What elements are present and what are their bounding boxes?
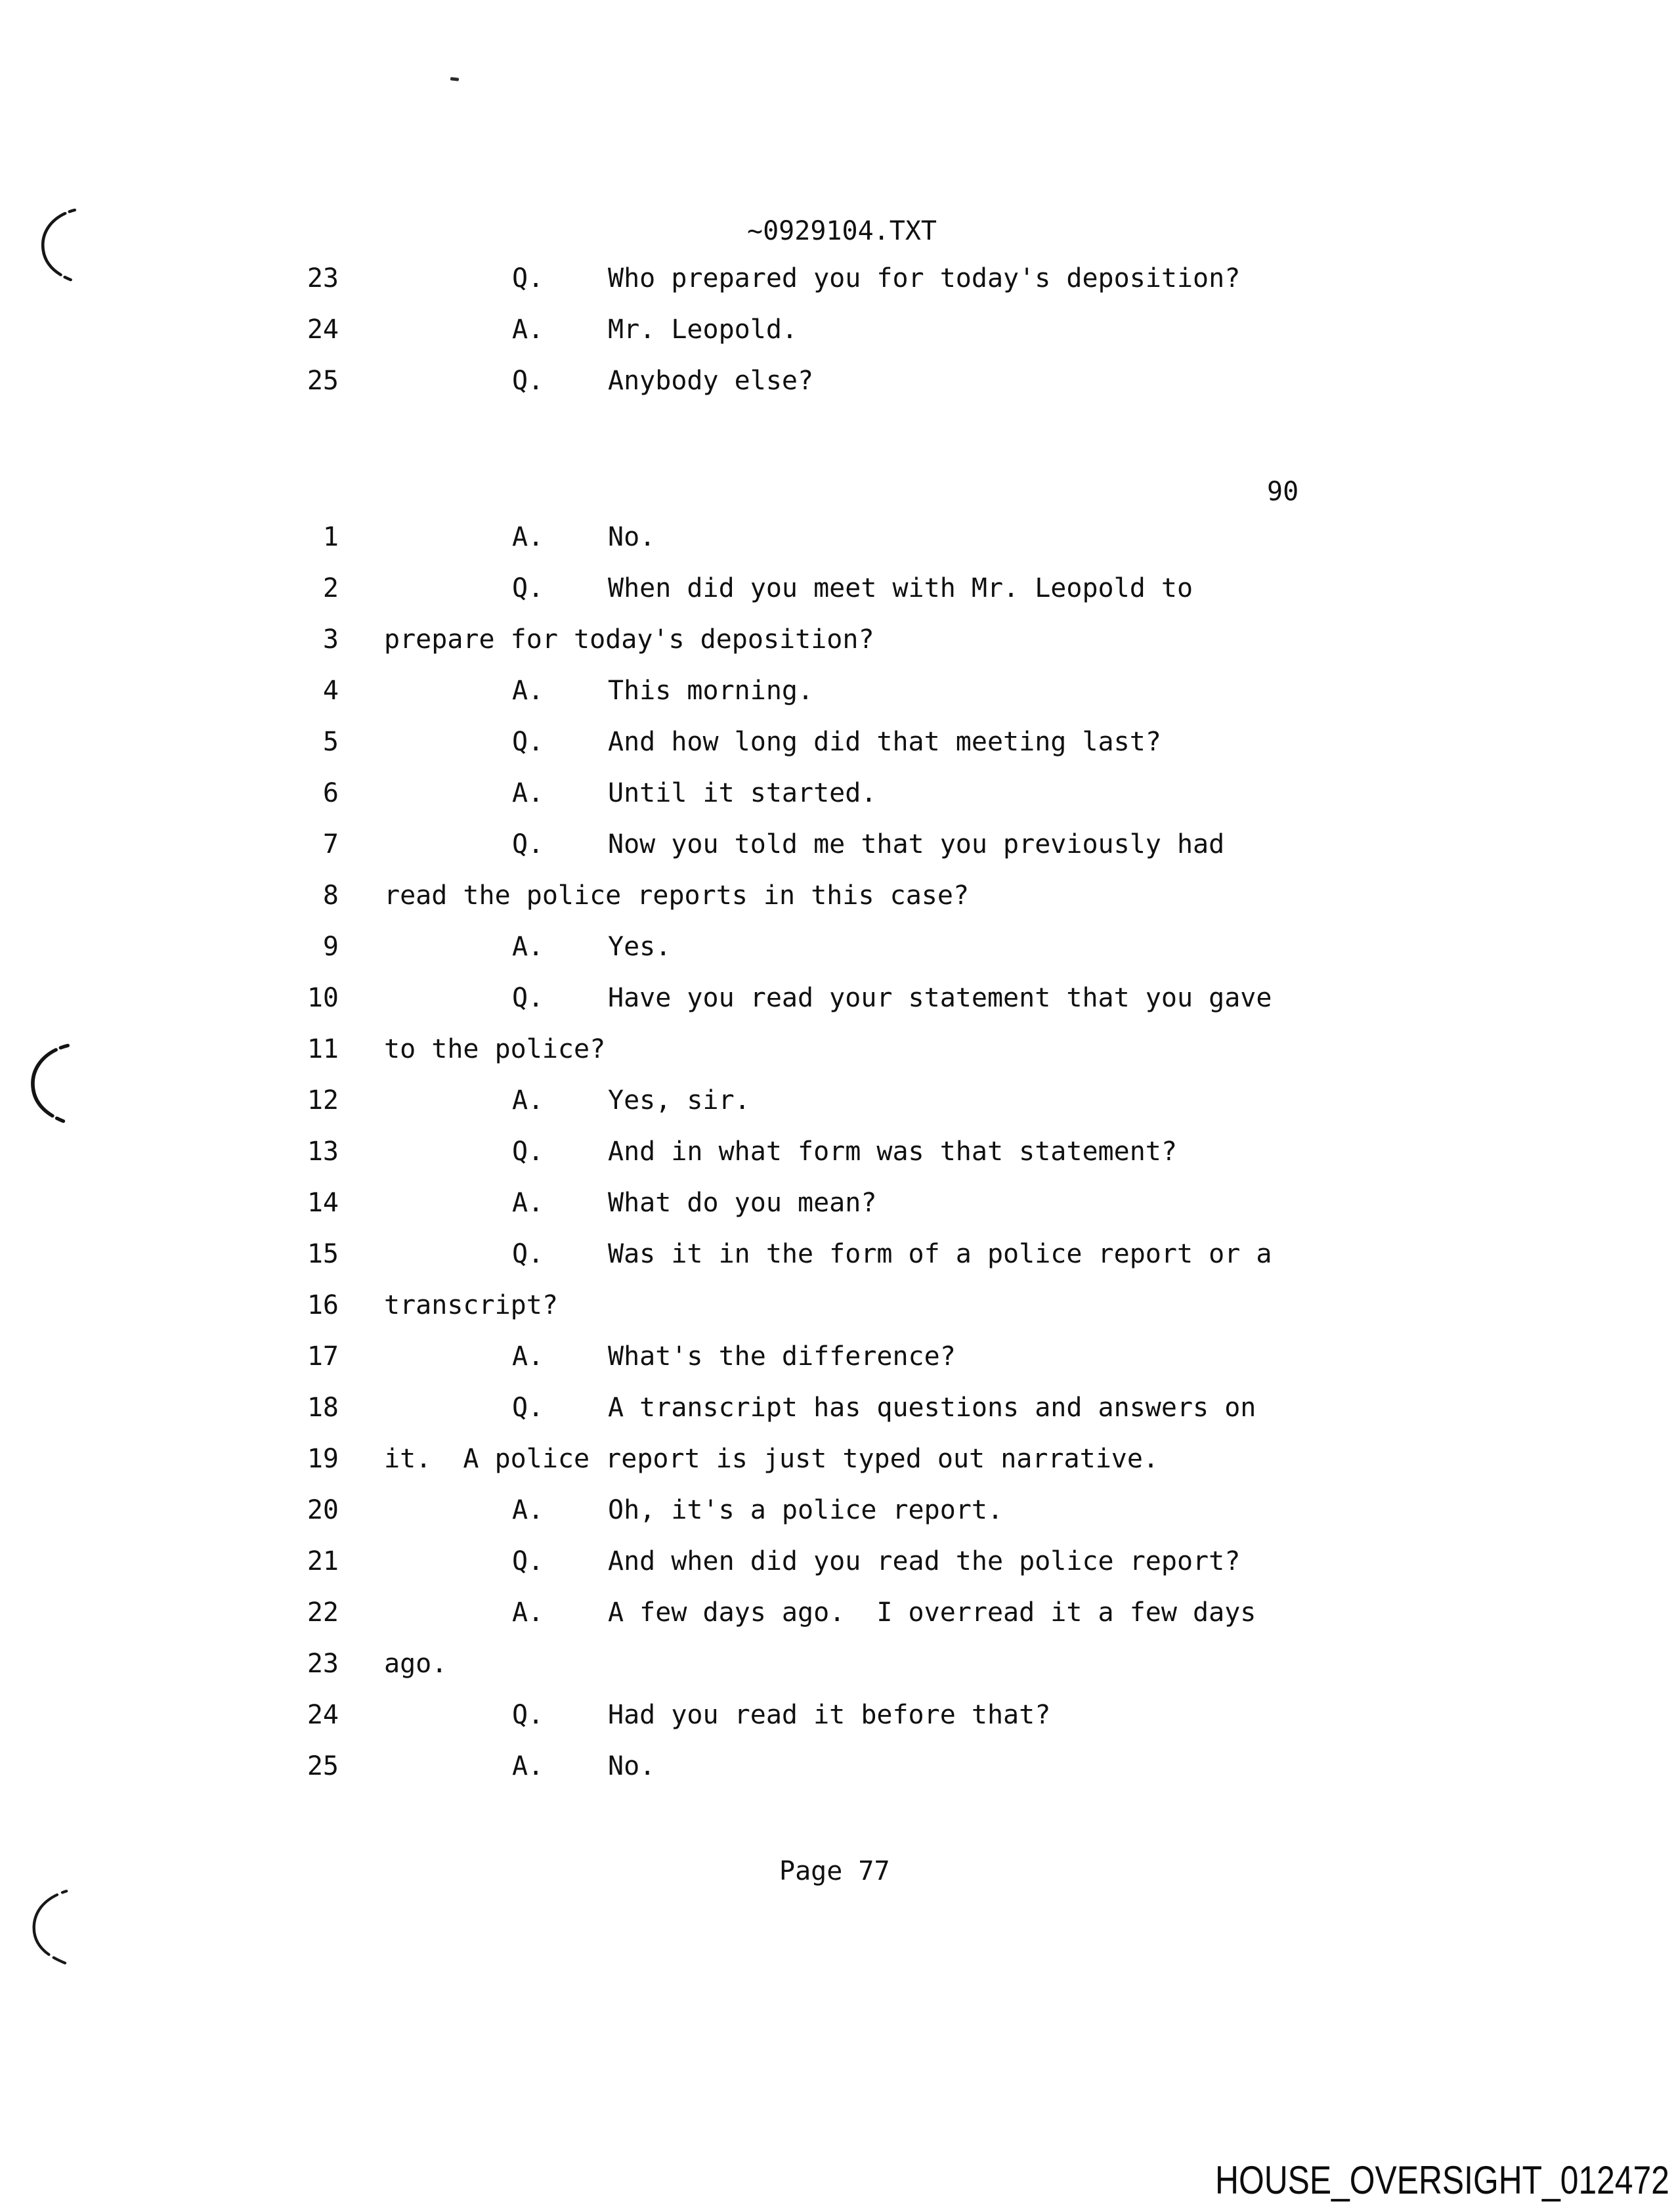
line-number: 5 xyxy=(322,727,339,757)
transcript-line xyxy=(0,368,1674,404)
line-number: 21 xyxy=(307,1546,339,1576)
qa-marker: A. xyxy=(512,676,544,706)
line-number: 1 xyxy=(322,522,339,552)
line-text: Have you read your statement that you gave xyxy=(608,983,1272,1013)
line-number: 23 xyxy=(307,1649,339,1679)
transcript-line xyxy=(0,1139,1674,1175)
qa-marker: Q. xyxy=(512,366,544,396)
transcript-line xyxy=(0,1753,1674,1790)
qa-marker: Q. xyxy=(512,983,544,1013)
transcript-line xyxy=(0,265,1674,302)
transcript-line xyxy=(0,729,1674,766)
qa-marker: A. xyxy=(512,778,544,808)
line-number: 7 xyxy=(322,829,339,859)
qa-marker: Q. xyxy=(512,573,544,603)
line-text: Who prepared you for today's deposition? xyxy=(608,263,1241,293)
transcript-line xyxy=(0,1241,1674,1278)
line-text: What's the difference? xyxy=(608,1341,956,1372)
line-text: transcript? xyxy=(384,1290,558,1320)
transcript-line xyxy=(0,1651,1674,1687)
qa-marker: A. xyxy=(512,1085,544,1116)
line-text: And when did you read the police report? xyxy=(608,1546,1241,1576)
transcript-line xyxy=(0,524,1674,561)
line-text: prepare for today's deposition? xyxy=(384,624,874,655)
line-number: 4 xyxy=(322,676,339,706)
line-number: 2 xyxy=(322,573,339,603)
line-number: 11 xyxy=(307,1034,339,1064)
qa-marker: Q. xyxy=(512,1137,544,1167)
transcript-line xyxy=(0,626,1674,663)
qa-marker: Q. xyxy=(512,1239,544,1269)
qa-marker: Q. xyxy=(512,1546,544,1576)
document-filename: ~0929104.TXT xyxy=(747,216,937,246)
qa-marker: A. xyxy=(512,932,544,962)
line-number: 13 xyxy=(307,1137,339,1167)
qa-marker: A. xyxy=(512,314,544,345)
line-text: Mr. Leopold. xyxy=(608,314,798,345)
line-number: 16 xyxy=(307,1290,339,1320)
transcript-line xyxy=(0,1497,1674,1534)
handwritten-paren-mark xyxy=(38,206,79,284)
transcript-line xyxy=(0,1599,1674,1636)
qa-marker: Q. xyxy=(512,263,544,293)
transcript-line xyxy=(0,1343,1674,1380)
line-number: 25 xyxy=(307,1751,339,1781)
line-text: Anybody else? xyxy=(608,366,814,396)
line-number: 18 xyxy=(307,1393,339,1423)
qa-marker: A. xyxy=(512,1597,544,1628)
transcript-line xyxy=(0,831,1674,868)
transcript-line xyxy=(0,1087,1674,1124)
line-text: Had you read it before that? xyxy=(608,1700,1051,1730)
line-text: And how long did that meeting last? xyxy=(608,727,1161,757)
transcript-line xyxy=(0,575,1674,612)
line-number: 23 xyxy=(307,263,339,293)
line-number: 24 xyxy=(307,314,339,345)
qa-marker: Q. xyxy=(512,1700,544,1730)
transcript-line xyxy=(0,1395,1674,1431)
transcript-page-number: 90 xyxy=(1267,477,1299,507)
line-text: What do you mean? xyxy=(608,1188,877,1218)
line-text: Until it started. xyxy=(608,778,877,808)
qa-marker: Q. xyxy=(512,727,544,757)
line-number: 17 xyxy=(307,1341,339,1372)
transcript-line xyxy=(0,678,1674,714)
transcript-line xyxy=(0,316,1674,353)
transcript-line xyxy=(0,780,1674,817)
transcript-line xyxy=(0,1036,1674,1073)
transcript-line xyxy=(0,1292,1674,1329)
qa-marker: A. xyxy=(512,1495,544,1525)
line-text: This morning. xyxy=(608,676,814,706)
qa-marker: A. xyxy=(512,1341,544,1372)
line-number: 6 xyxy=(322,778,339,808)
line-number: 14 xyxy=(307,1188,339,1218)
line-number: 3 xyxy=(322,624,339,655)
transcript-line xyxy=(0,1446,1674,1483)
transcript-line xyxy=(0,1190,1674,1226)
transcript-line xyxy=(0,1548,1674,1585)
transcript-line xyxy=(0,882,1674,919)
transcript-line xyxy=(0,934,1674,970)
qa-marker: Q. xyxy=(512,829,544,859)
qa-marker: A. xyxy=(512,522,544,552)
line-text: Yes. xyxy=(608,932,672,962)
line-text: When did you meet with Mr. Leopold to xyxy=(608,573,1193,603)
scan-speck xyxy=(450,77,459,81)
line-text: A few days ago. I overread it a few days xyxy=(608,1597,1256,1628)
line-number: 12 xyxy=(307,1085,339,1116)
line-text: Yes, sir. xyxy=(608,1085,750,1116)
line-number: 22 xyxy=(307,1597,339,1628)
qa-marker: A. xyxy=(512,1188,544,1218)
line-text: to the police? xyxy=(384,1034,606,1064)
line-number: 8 xyxy=(322,880,339,911)
transcript-line xyxy=(0,1702,1674,1739)
transcript-line xyxy=(0,985,1674,1022)
line-text: No. xyxy=(608,522,656,552)
line-text: Was it in the form of a police report or a xyxy=(608,1239,1272,1269)
handwritten-paren-mark xyxy=(28,1041,72,1125)
line-text: A transcript has questions and answers on xyxy=(608,1393,1256,1423)
line-text: Now you told me that you previously had xyxy=(608,829,1225,859)
line-text: No. xyxy=(608,1751,656,1781)
line-number: 9 xyxy=(322,932,339,962)
line-text: it. A police report is just typed out narrative. xyxy=(384,1444,1159,1474)
line-number: 25 xyxy=(307,366,339,396)
qa-marker: A. xyxy=(512,1751,544,1781)
line-number: 19 xyxy=(307,1444,339,1474)
bates-stamp: HOUSE_OVERSIGHT_012472 xyxy=(1215,2158,1669,2202)
line-text: And in what form was that statement? xyxy=(608,1137,1177,1167)
line-number: 20 xyxy=(307,1495,339,1525)
line-text: Oh, it's a police report. xyxy=(608,1495,1004,1525)
line-number: 24 xyxy=(307,1700,339,1730)
line-text: read the police reports in this case? xyxy=(384,880,970,911)
line-number: 10 xyxy=(307,983,339,1013)
line-number: 15 xyxy=(307,1239,339,1269)
handwritten-paren-mark xyxy=(29,1886,72,1967)
qa-marker: Q. xyxy=(512,1393,544,1423)
footer-page-label: Page 77 xyxy=(779,1856,890,1886)
line-text: ago. xyxy=(384,1649,448,1679)
